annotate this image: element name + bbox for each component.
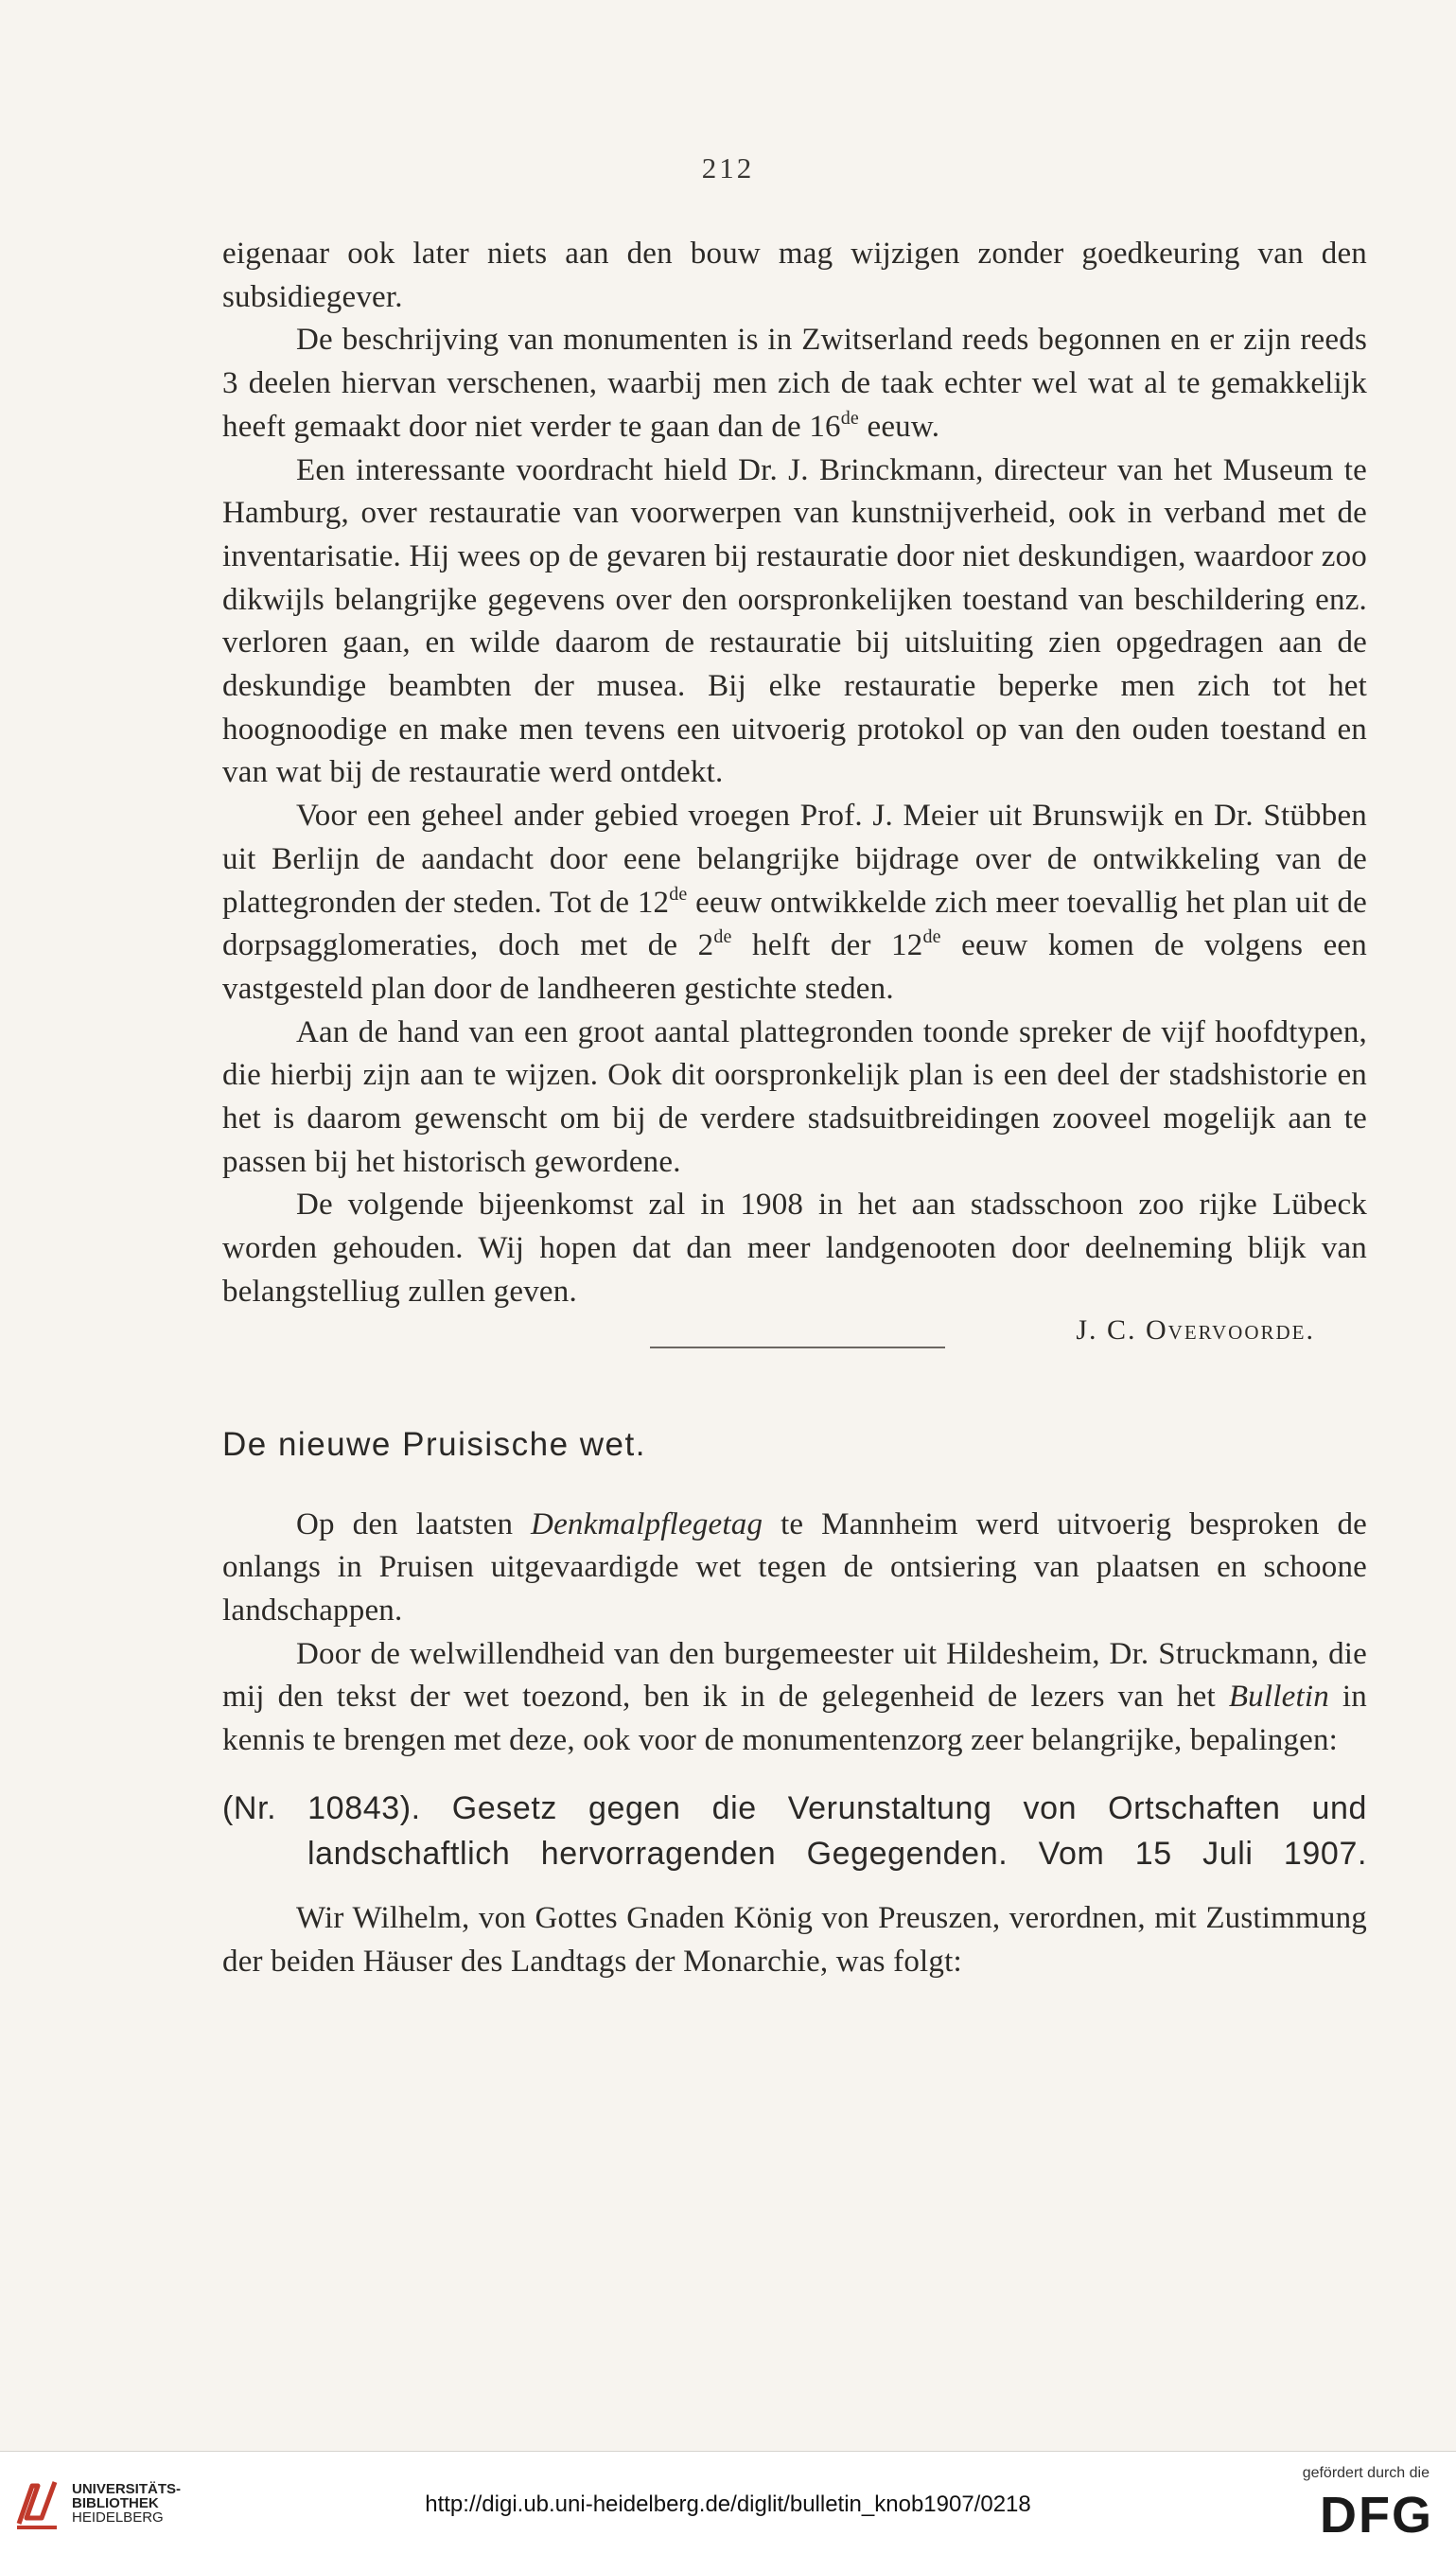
paragraph-6: De volgende bijeenkomst zal in 1908 in het aan stadsschoon zoo rijke Lübeck worden gehouden. Wij hopen dat dan meer landgenooten door deelneming blijk van belangstelliug zullen geven.	[222, 1188, 1367, 1309]
dfg-logo: DFG	[1320, 2487, 1433, 2544]
superscript-de: de	[669, 883, 688, 905]
footer-bar	[0, 2451, 1456, 2553]
paragraph-1: eigenaar ook later niets aan den bouw mag wijzigen zonder goedkeuring van den subsidiegever.	[222, 237, 1367, 314]
body-text	[222, 233, 1367, 1983]
paragraph-5: Aan de hand van een groot aantal plattegronden toonde spreker de vijf hoofdtypen, die hierbij zijn aan te wijzen. Ook dit oorspronkelijk plan is een deel der stadshistorie en het is daarom gewenscht om bij de verdere stadsuitbreidingen zooveel mogelijk aan te passen bij het historisch gewordene.	[222, 1014, 1367, 1179]
law-heading	[222, 1786, 1367, 1876]
law-heading-line-1: (Nr. 10843). Gesetz gegen die Verunstaltung von Ortschaften und	[222, 1789, 1367, 1826]
italic-title: Bulletin	[1228, 1680, 1329, 1715]
library-name: UNIVERSITÄTS- BIBLIOTHEK HEIDELBERG	[72, 2481, 182, 2526]
paragraph-2: De beschrijving van monumenten is in Zwitserland reeds begonnen en er zijn reeds 3 deelen hiervan verschenen, waarbij men zich de taak echter wel wat al te gemakkelijk heeft gemaakt door niet verder te gaan dan de 16de eeuw.	[222, 323, 1367, 444]
paragraph-9: Wir Wilhelm, von Gottes Gnaden König von Preuszen, verordnen, mit Zustimmung der beiden Häuser des Landtags der Monarchie, was folgt:	[222, 1900, 1367, 1979]
section-title: De nieuwe Pruisische wet.	[222, 1425, 646, 1463]
superscript-de: de	[840, 407, 860, 429]
law-heading-line-2: landschaftlich hervorragenden Gegegenden. Vom 15 Juli 1907.	[307, 1835, 1367, 1872]
sponsor-label: gefördert durch die	[1302, 2465, 1430, 2481]
signature-block	[222, 1313, 1367, 1367]
page-number: 212	[701, 151, 755, 185]
italic-title: Denkmalpflegetag	[531, 1506, 763, 1541]
paragraph-7: Op den laatsten Denkmalpflegetag te Mannheim werd uitvoerig besproken de onlangs in Pruisen uitgevaardigde wet tegen de ontsiering van plaatsen en schoone landschappen.	[222, 1506, 1367, 1628]
paragraph-3: Een interessante voordracht hield Dr. J. Brinckmann, directeur van het Museum te Hamburg, over restauratie van voorwerpen van kunstnijverheid, ook in verband met de inventarisatie. Hij wees op de gevaren bij restauratie door niet deskundigen, waardoor zoo dikwijls belangrijke gegevens over den oorspronkelijken toestand van beschildering enz. verloren gaan, en wilde daarom de restauratie bij uitsluiting zien opgedragen aan de deskundige beambten der musea. Bij elke restauratie beperke men zich tot het hoognoodige en make men tevens een uitvoerig protokol op van den ouden toestand en van wat bij de restauratie werd ontdekt.	[222, 452, 1367, 790]
separator-rule	[650, 1347, 945, 1348]
paragraph-8: Door de welwillendheid van den burgemeester uit Hildesheim, Dr. Struckmann, die mij den tekst der wet toezond, ben ik in de gelegenheid de lezers van het Bulletin in kennis te brengen met deze, ook voor de monumentenzorg zeer belangrijke, bepalingen:	[222, 1636, 1367, 1758]
paragraph-4: Voor een geheel ander gebied vroegen Prof. J. Meier uit Brunswijk en Dr. Stübben uit Berlijn de aandacht door eene belangrijke bijdrage over de ontwikkeling van de plattegronden der steden. Tot de 12de eeuw ontwikkelde zich meer toevallig het plan uit de dorpsagglomeraties, doch met de 2de helft der 12de eeuw komen de volgens een vastgesteld plan door de landheeren gestichte steden.	[222, 799, 1368, 1006]
superscript-de: de	[922, 926, 941, 948]
author-signature: J. C. Overvoorde.	[1076, 1313, 1315, 1346]
source-url-link[interactable]: http://digi.ub.uni-heidelberg.de/diglit/bulletin_knob1907/0218	[425, 2491, 1031, 2517]
superscript-de: de	[713, 926, 732, 948]
